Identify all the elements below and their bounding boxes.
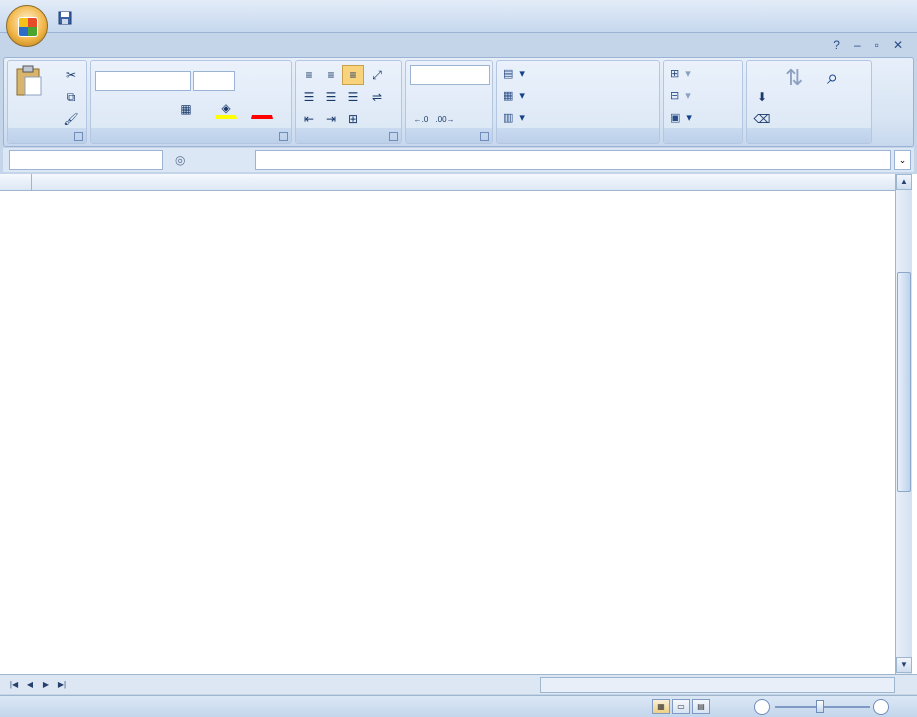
expand-formula-bar-icon[interactable]: ⌄ bbox=[894, 150, 911, 170]
quick-access-toolbar bbox=[55, 8, 147, 28]
percent-button[interactable] bbox=[444, 87, 466, 107]
paste-button[interactable] bbox=[14, 65, 44, 99]
formula-bar bbox=[3, 148, 914, 172]
delete-cells-icon: ⊟ bbox=[670, 90, 680, 102]
editing-group-label bbox=[747, 128, 871, 143]
align-center-icon[interactable]: ☰ bbox=[325, 90, 337, 104]
wrap-text-icon[interactable]: ⇌ bbox=[371, 90, 383, 104]
styles-group bbox=[496, 60, 660, 144]
styles-group-label bbox=[497, 128, 659, 143]
borders-icon[interactable]: ▦ bbox=[180, 102, 192, 116]
title-bar bbox=[0, 0, 917, 33]
cells-group-label bbox=[664, 128, 742, 143]
zoom-in-button[interactable] bbox=[873, 699, 889, 715]
number-group bbox=[405, 60, 493, 144]
font-size-select[interactable] bbox=[193, 71, 235, 91]
font-group bbox=[90, 60, 292, 144]
format-cells-icon: ▣ bbox=[670, 112, 681, 124]
merge-center-icon[interactable]: ⊞ bbox=[347, 112, 359, 126]
alignment-launcher-icon[interactable] bbox=[389, 132, 398, 141]
save-icon[interactable] bbox=[55, 9, 75, 27]
find-select-button[interactable] bbox=[827, 65, 838, 91]
customize-qat-icon[interactable] bbox=[127, 9, 147, 27]
format-cells-button[interactable] bbox=[670, 111, 692, 124]
column-headers bbox=[0, 174, 895, 191]
horizontal-scrollbar[interactable] bbox=[540, 677, 895, 693]
align-bottom-icon[interactable]: ≡ bbox=[342, 65, 364, 85]
ribbon-minimize-icon[interactable]: – bbox=[853, 38, 861, 52]
autosum-button[interactable] bbox=[751, 65, 773, 85]
vertical-scrollbar[interactable] bbox=[895, 174, 912, 674]
cell-styles-icon: ▥ bbox=[503, 112, 514, 124]
clipboard-launcher-icon[interactable] bbox=[74, 132, 83, 141]
shrink-font-button[interactable] bbox=[261, 71, 283, 91]
fill-icon[interactable]: ⬇ bbox=[756, 90, 768, 104]
help-icon[interactable]: ? bbox=[833, 38, 840, 52]
sort-filter-icon: ⇅ bbox=[785, 65, 804, 90]
insert-cells-icon: ⊞ bbox=[670, 68, 680, 80]
dropdown-arrow-icon: ▾ bbox=[519, 90, 525, 102]
editing-group bbox=[746, 60, 872, 144]
sheet-tab-bar bbox=[0, 674, 917, 694]
font-name-select[interactable] bbox=[95, 71, 191, 91]
ribbon bbox=[3, 57, 914, 147]
align-right-icon[interactable]: ☰ bbox=[347, 90, 359, 104]
ribbon-close-icon[interactable]: ✕ bbox=[892, 38, 903, 52]
alignment-group-label bbox=[296, 128, 401, 143]
close-button[interactable] bbox=[891, 6, 911, 24]
dropdown-arrow-icon: ▾ bbox=[685, 90, 691, 102]
align-left-icon[interactable]: ☰ bbox=[303, 90, 315, 104]
decrease-indent-icon[interactable]: ⇤ bbox=[303, 112, 315, 126]
view-buttons bbox=[652, 699, 710, 714]
zoom-out-button[interactable] bbox=[754, 699, 770, 715]
scroll-up-icon[interactable]: ▲ bbox=[896, 174, 912, 190]
insert-cells-button[interactable] bbox=[670, 67, 691, 80]
last-sheet-icon[interactable]: ▶| bbox=[57, 680, 67, 689]
sort-filter-button[interactable] bbox=[785, 65, 803, 91]
fill-color-icon[interactable]: ◈ bbox=[215, 99, 237, 119]
copy-icon[interactable]: ⧉ bbox=[66, 89, 76, 104]
dropdown-arrow-icon: ▾ bbox=[519, 112, 525, 124]
normal-view-icon[interactable]: ▦ bbox=[652, 699, 670, 714]
font-group-label bbox=[91, 128, 291, 143]
font-launcher-icon[interactable] bbox=[279, 132, 288, 141]
format-as-table-button[interactable] bbox=[503, 89, 525, 102]
italic-button[interactable] bbox=[117, 99, 139, 119]
font-color-button[interactable] bbox=[251, 99, 273, 119]
dropdown-arrow-icon: ▾ bbox=[519, 68, 525, 80]
status-bar bbox=[0, 695, 917, 717]
ribbon-window-controls bbox=[833, 38, 903, 52]
undo-icon[interactable] bbox=[79, 9, 99, 27]
office-logo-icon bbox=[18, 17, 38, 37]
number-launcher-icon[interactable] bbox=[480, 132, 489, 141]
ribbon-restore-icon[interactable]: ▫ bbox=[874, 38, 879, 52]
formula-input[interactable] bbox=[255, 150, 891, 170]
zoom-slider-thumb[interactable] bbox=[816, 700, 824, 713]
page-layout-view-icon[interactable]: ▭ bbox=[672, 699, 690, 714]
orientation-icon[interactable]: ⤢ bbox=[372, 67, 382, 82]
window-controls bbox=[823, 6, 911, 24]
delete-cells-button[interactable] bbox=[670, 89, 691, 102]
formula-bar-controls bbox=[169, 150, 253, 170]
comma-button[interactable] bbox=[468, 87, 490, 107]
bold-button[interactable] bbox=[95, 99, 117, 119]
decrease-decimal-button[interactable]: .00→ bbox=[435, 114, 455, 124]
redo-icon[interactable] bbox=[103, 9, 123, 27]
align-middle-icon[interactable]: ≡ bbox=[327, 68, 335, 82]
cut-icon[interactable]: ✂ bbox=[65, 68, 77, 82]
paste-icon bbox=[14, 65, 44, 97]
formula-bar-handle-icon[interactable]: ◎ bbox=[175, 153, 186, 167]
clipboard-group bbox=[7, 60, 87, 144]
alignment-group bbox=[295, 60, 402, 144]
dropdown-arrow-icon: ▾ bbox=[685, 68, 691, 80]
clear-icon[interactable]: ⌫ bbox=[753, 112, 771, 126]
conditional-formatting-button[interactable] bbox=[503, 67, 525, 80]
vertical-scroll-thumb[interactable] bbox=[897, 272, 911, 492]
conditional-formatting-icon: ▤ bbox=[503, 68, 514, 80]
number-format-select[interactable] bbox=[410, 65, 490, 85]
binoculars-icon: ⌕ bbox=[827, 67, 839, 89]
increase-indent-icon[interactable]: ⇥ bbox=[325, 112, 337, 126]
page-break-view-icon[interactable]: ▤ bbox=[692, 699, 710, 714]
dropdown-arrow-icon: ▾ bbox=[686, 112, 692, 124]
maximize-button[interactable] bbox=[857, 6, 877, 24]
format-table-icon: ▦ bbox=[503, 90, 514, 102]
increase-decimal-button[interactable]: ←.0 bbox=[413, 114, 429, 124]
cell-styles-button[interactable] bbox=[503, 111, 525, 124]
minimize-button[interactable] bbox=[823, 6, 843, 24]
next-sheet-icon[interactable]: ▶ bbox=[42, 680, 50, 689]
align-top-icon[interactable]: ≡ bbox=[305, 68, 313, 82]
worksheet-grid bbox=[0, 174, 917, 674]
scroll-down-icon[interactable]: ▼ bbox=[896, 657, 912, 673]
name-box[interactable] bbox=[9, 150, 163, 170]
select-all-corner[interactable] bbox=[0, 174, 32, 191]
format-painter-icon[interactable]: 🖌 bbox=[63, 112, 79, 126]
prev-sheet-icon[interactable]: ◀ bbox=[26, 680, 34, 689]
underline-button[interactable] bbox=[139, 99, 161, 119]
grow-font-button[interactable] bbox=[239, 71, 261, 91]
currency-button[interactable] bbox=[410, 87, 432, 107]
cells-group bbox=[663, 60, 743, 144]
first-sheet-icon[interactable]: |◀ bbox=[9, 680, 19, 689]
office-button[interactable] bbox=[6, 5, 48, 47]
